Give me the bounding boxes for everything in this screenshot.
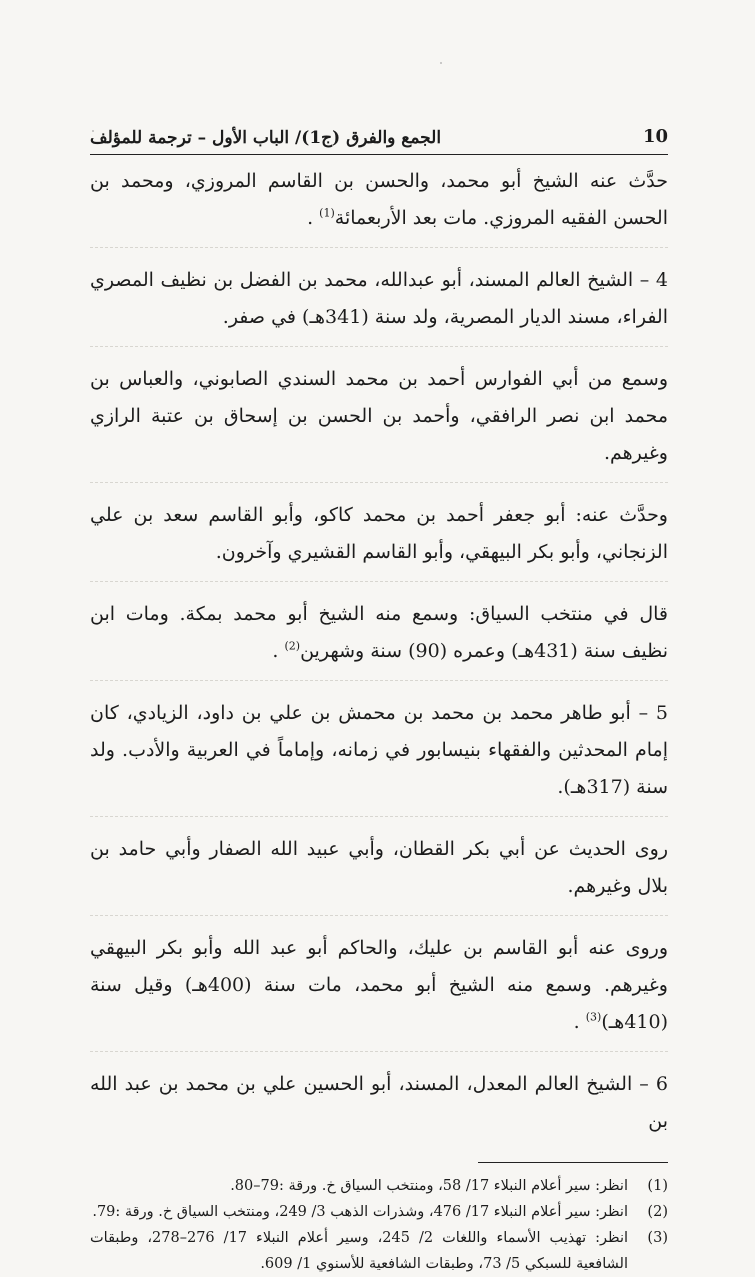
paragraph-text: حدَّث عنه الشيخ أبو محمد، والحسن بن القاسم المروزي، ومحمد بن الحسن الفقيه المروزي. مات بعد الأربعمائة bbox=[90, 170, 668, 229]
paragraph-text: وسمع من أبي الفوارس أحمد بن محمد السندي الصابوني، والعباس بن محمد ابن نصر الرافقي، وأحمد بن الحسن بن إسحاق بن عتبة الرازي وغيرهم. bbox=[90, 368, 668, 464]
paragraph-text: روى الحديث عن أبي بكر القطان، وأبي عبيد الله الصفار وأبي حامد بن بلال وغيرهم. bbox=[90, 838, 668, 897]
paragraph bbox=[90, 161, 668, 248]
footnote-separator bbox=[478, 1162, 668, 1163]
paragraph-text: وحدَّث عنه: أبو جعفر أحمد بن محمد كاكو، وأبو القاسم سعد بن علي الزنجاني، وأبو بكر البيهقي، وأبو القاسم القشيري وآخرون. bbox=[90, 504, 668, 563]
footnote-marker: (2) bbox=[284, 639, 301, 653]
paragraph bbox=[90, 693, 668, 817]
running-header bbox=[90, 120, 668, 155]
footnote bbox=[90, 1173, 668, 1199]
page-number: 10 bbox=[642, 126, 668, 147]
footnote-marker: (1) bbox=[319, 206, 335, 220]
paragraph-text: قال في منتخب السياق: وسمع منه الشيخ أبو محمد بمكة. ومات ابن نظيف سنة (431هـ) وعمره (90) سنة وشهرين bbox=[90, 603, 668, 662]
book-page bbox=[90, 120, 668, 1272]
running-title: الجمع والفرق (ج1)/ الباب الأول – ترجمة للمؤلف bbox=[90, 128, 442, 148]
paragraph-text: 4 – الشيخ العالم المسند، أبو عبدالله، محمد بن الفضل بن نظيف المصري الفراء، مسند الديار المصرية، ولد سنة (341هـ) في صفر. bbox=[90, 269, 668, 328]
footnote-text: انظر: سير أعلام النبلاء 17/ 58، ومنتخب السياق خ. ورقة :79–80. bbox=[230, 1178, 628, 1194]
paragraph-tail: . bbox=[272, 640, 285, 662]
paragraph bbox=[90, 829, 668, 916]
paragraph-text: 6 – الشيخ العالم المعدل، المسند، أبو الحسين علي بن محمد بن عبد الله بن bbox=[90, 1073, 668, 1132]
footnote-number: (3) bbox=[647, 1230, 668, 1246]
paragraph-text: 5 – أبو طاهر محمد بن محمد بن محمش بن علي بن داود، الزيادي، كان إمام المحدثين والفقهاء بنيسابور في زمانه، وإماماً في العربية والأدب. ولد سنة (317هـ). bbox=[90, 702, 668, 798]
footnote bbox=[90, 1225, 668, 1277]
paragraph-tail: . bbox=[307, 207, 320, 229]
footnote bbox=[90, 1199, 668, 1225]
paragraph-tail: . bbox=[573, 1011, 586, 1033]
paragraph bbox=[90, 359, 668, 483]
footnote-number: (1) bbox=[647, 1178, 668, 1194]
main-text bbox=[90, 161, 668, 1150]
paragraph bbox=[90, 1064, 668, 1150]
footnote-text: انظر: تهذيب الأسماء واللغات 2/ 245، وسير أعلام النبلاء 17/ 276–278، وطبقات الشافعية للسبكي 5/ 73، وطبقات الشافعية للأسنوي 1/ 609. bbox=[90, 1230, 629, 1272]
footnotes bbox=[90, 1173, 668, 1277]
paragraph-text: وروى عنه أبو القاسم بن عليك، والحاكم أبو عبد الله وأبو بكر البيهقي وغيرهم. وسمع منه الشيخ أبو محمد، مات سنة (400هـ) وقيل سنة (410هـ) bbox=[90, 937, 668, 1033]
paragraph bbox=[90, 594, 668, 681]
paragraph bbox=[90, 928, 668, 1052]
paragraph bbox=[90, 260, 668, 347]
footnote-number: (2) bbox=[647, 1204, 668, 1220]
scan-speck bbox=[440, 62, 442, 64]
footnote-marker: (3) bbox=[585, 1010, 602, 1024]
footnote-text: انظر: سير أعلام النبلاء 17/ 476، وشذرات الذهب 3/ 249، ومنتخب السياق خ. ورقة :79. bbox=[92, 1204, 628, 1220]
paragraph bbox=[90, 495, 668, 582]
